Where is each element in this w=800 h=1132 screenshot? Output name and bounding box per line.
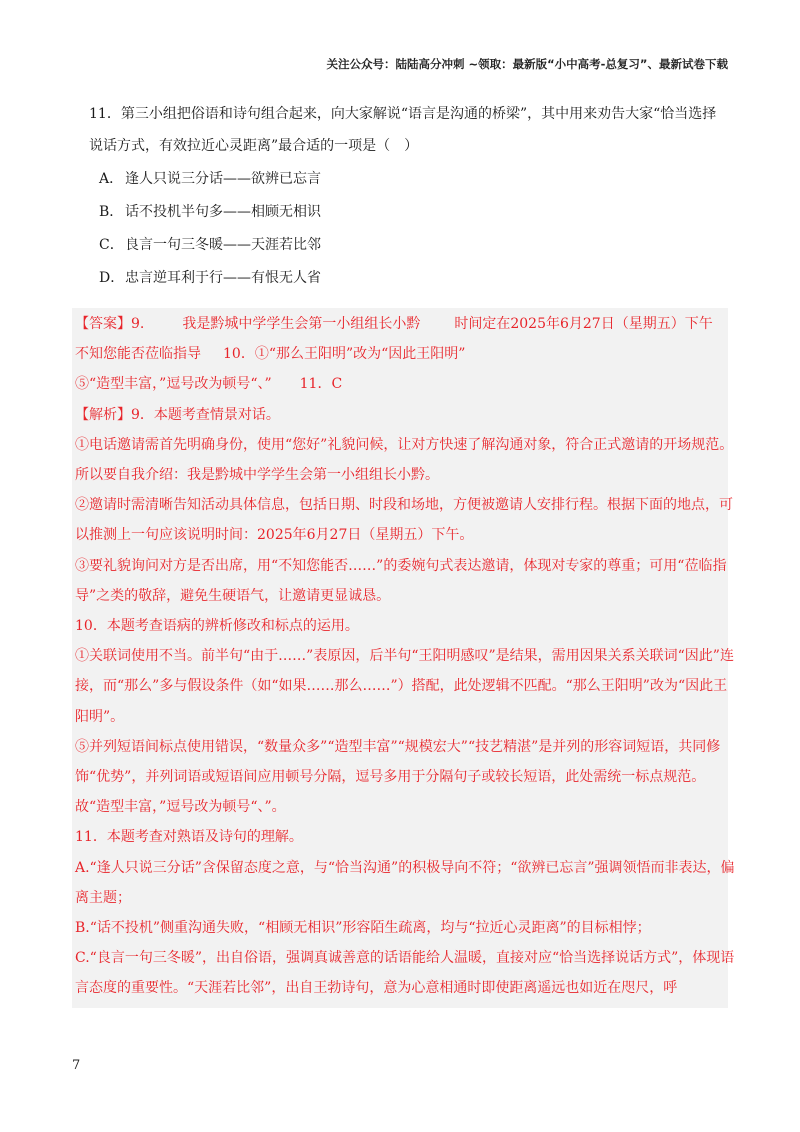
analysis-q11-title: 11．本题考查对熟语及诗句的理解。 — [75, 829, 303, 846]
analysis-tag: 【解析】 — [75, 406, 131, 423]
analysis-q11-option-b: B.“话不投机”侧重沟通失败，“相顾无相识”形容陌生疏离，均与“拉近心灵距离”的目标相悖； — [75, 920, 651, 937]
analysis-q11-option-a: A.“逢人只说三分话”含保留态度之意，与“恰当沟通”的积极导向不符；“欲辨已忘言”强调领悟而非表达，偏离主题； — [75, 859, 735, 906]
answer-q9-part1: 我是黔城中学学生会第一小组组长小黔 — [182, 316, 421, 332]
option-d — [89, 262, 729, 295]
answer-q10-label: 10． — [223, 346, 255, 363]
option-text: 忠言逆耳利于行——有恨无人省 — [125, 270, 321, 286]
answer-section — [75, 309, 735, 1004]
question-stem: 11．第三小组把俗语和诗句组合起来，向大家解说“语言是沟通的桥梁”，其中用来劝告大家“恰当选择说话方式，有效拉近心灵距离”最合适的一项是（ ） — [89, 106, 717, 154]
analysis-q9-title: 9．本题考查情景对话。 — [131, 406, 280, 423]
page-header-promo: 关注公众号：陆陆高分冲刺 ~领取：最新版“小中高考-总复习”、最新试卷下载 — [326, 57, 728, 71]
option-letter: C． — [99, 237, 124, 253]
analysis-q9-point-1: ①电话邀请需首先明确身份，使用“您好”礼貌问候，让对方快速了解沟通对象，符合正式邀请的开场规范。所以要自我介绍：我是黔城中学学生会第一小组组长小黔。 — [75, 436, 734, 484]
answer-q9-part2: 时间定在2025年6月27日（星期五）下午 — [454, 316, 713, 332]
answer-q11: 11．C — [299, 376, 343, 393]
answer-q9-label: 9. — [131, 316, 145, 332]
option-text: 良言一句三冬暖——天涯若比邻 — [125, 237, 321, 253]
answer-line-1 — [75, 309, 735, 339]
option-letter: D． — [99, 270, 125, 286]
analysis-q10-point-5: ⑤并列短语间标点使用错误，“数量众多”“造型丰富”“规模宏大”“技艺精湛”是并列的形容词短语，共同修饰“优势”，并列词语或短语间应用顿号分隔，逗号多用于分隔句子或较长短语，此处需统一标点规范。故“造型丰富，”逗号改为顿号“、”。 — [75, 738, 721, 816]
option-b — [89, 196, 729, 229]
option-list — [89, 163, 729, 295]
option-a — [89, 163, 729, 196]
page-number: 7 — [72, 1058, 81, 1073]
option-c — [89, 229, 729, 262]
option-text: 话不投机半句多——相顾无相识 — [125, 204, 321, 220]
analysis-q10-title: 10．本题考查语病的辨析修改和标点的运用。 — [75, 618, 359, 635]
analysis-heading — [75, 400, 735, 430]
option-letter: A． — [99, 171, 124, 187]
option-text: 逢人只说三分话——欲辨已忘言 — [125, 171, 321, 187]
analysis-q10-point-1: ①关联词使用不当。前半句“由于……”表原因，后半句“王阳明感叹”是结果，需用因果关系关联词“因此”连接，而“那么”多与假设条件（如“如果……那么……”）搭配，此处逻辑不匹配。“那么王阳明”改为“因此王阳明”。 — [75, 648, 734, 725]
answer-line-2 — [75, 339, 735, 369]
answer-line-3 — [75, 369, 735, 399]
analysis-q11-option-c: C.“良言一句三冬暖”，出自俗语，强调真诚善意的话语能给人温暖，直接对应“恰当选择说话方式”，体现语言态度的重要性。“天涯若比邻”，出自王勃诗句，意为心意相通时即使距离遥远也如近在咫尺，呼 — [75, 950, 735, 997]
analysis-q9-point-3: ③要礼貌询问对方是否出席，用“不知您能否……”的委婉句式表达邀请，体现对专家的尊重；可用“莅临指导”之类的敬辞，避免生硬语气，让邀请更显诚恳。 — [75, 557, 727, 604]
answer-q9-part3: 不知您能否莅临指导 — [75, 346, 201, 363]
answer-tag: 【答案】 — [75, 316, 131, 332]
answer-q10-part1: ①“那么王阳明”改为“因此王阳明” — [254, 346, 466, 363]
question-11 — [89, 98, 729, 295]
option-letter: B． — [99, 204, 124, 220]
answer-q10-part2: ⑤“造型丰富，”逗号改为顿号“、” — [75, 376, 272, 393]
analysis-q9-point-2: ②邀请时需清晰告知活动具体信息，包括日期、时段和场地，方便被邀请人安排行程。根据下面的地点，可以推测上一句应该说明时间：2025年6月27日（星期五）下午。 — [75, 497, 733, 544]
